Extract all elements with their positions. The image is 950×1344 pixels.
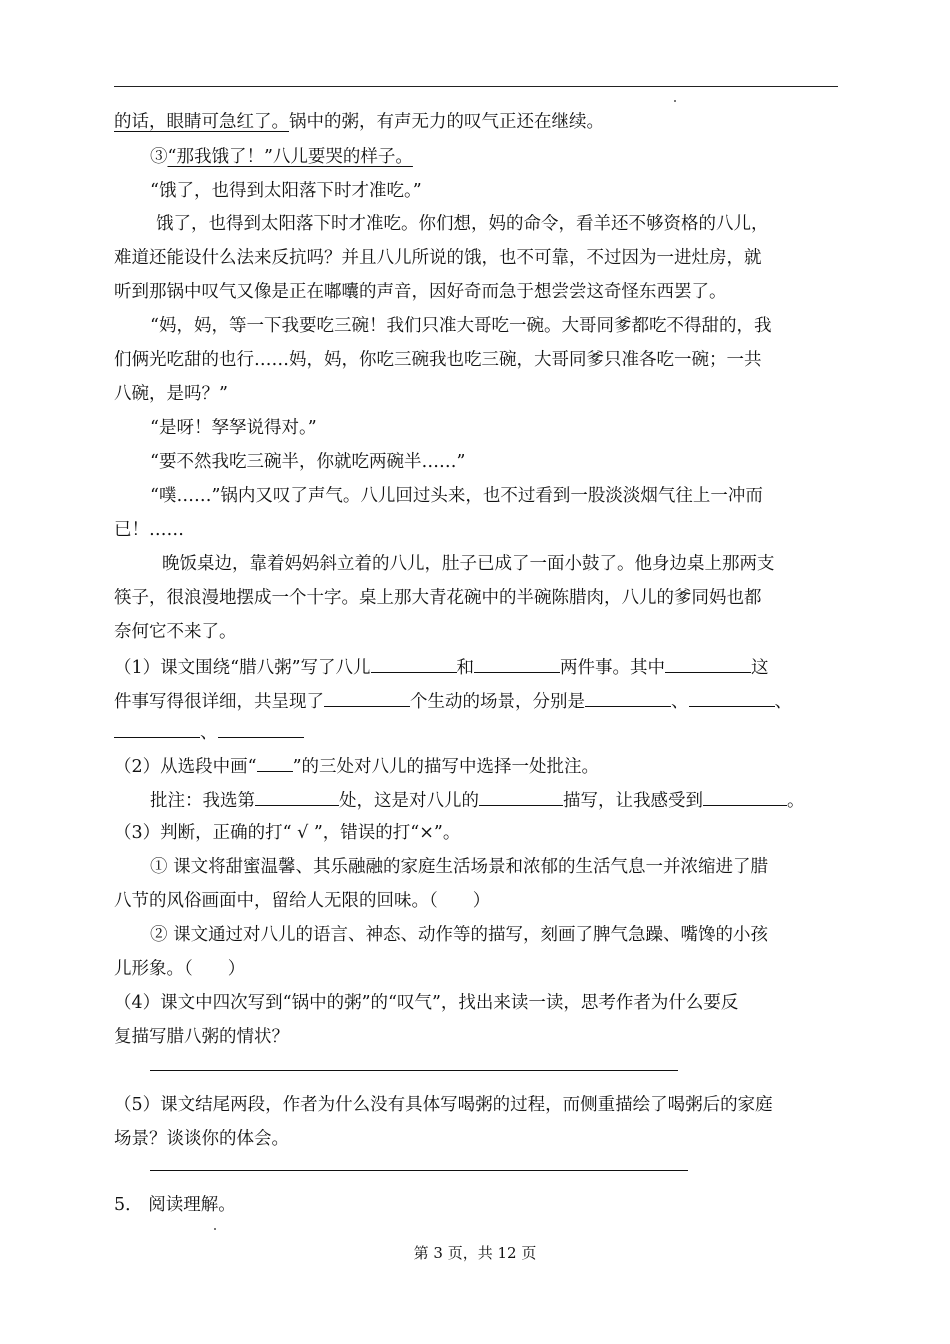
question-2: （2）从选段中画“ ”的三处对八儿的描写中选择一处批注。 — [114, 753, 838, 779]
answer-blank[interactable] — [703, 787, 787, 806]
underline-sample — [257, 753, 293, 772]
passage-line: “要不然我吃三碗半，你就吃两碗半……” — [150, 452, 466, 472]
question-3-item-1-cont: 八节的风俗画面中，留给人无限的回味。（ ） — [114, 891, 491, 911]
passage-line: “妈，妈，等一下我要吃三碗！我们只准大哥吃一碗。大哥同爹都吃不得甜的，我 — [150, 316, 772, 336]
passage-line: “噗……”锅内又叹了声气。八儿回过头来，也不过看到一股淡淡烟气往上一冲而 — [150, 486, 763, 506]
answer-blank[interactable] — [689, 688, 775, 707]
underlined-description-1: 的话，眼睛可急红了。 — [114, 112, 289, 132]
passage-line: 八碗，是吗？” — [114, 384, 228, 404]
scan-dot — [214, 1228, 216, 1230]
passage-line: 奈何它不来了。 — [114, 622, 237, 642]
answer-blank[interactable] — [255, 787, 339, 806]
question-3-item-2: ② 课文通过对八儿的语言、神态、动作等的描写，刻画了脾气急躁、嘴馋的小孩 — [150, 925, 769, 945]
passage-line: “是呀！孥孥说得对。” — [150, 418, 317, 438]
answer-line[interactable] — [150, 1170, 688, 1171]
question-1-cont: 、 — [114, 719, 838, 745]
header-rule — [114, 86, 838, 87]
question-3-item-2-cont: 儿形象。（ ） — [114, 959, 246, 979]
answer-blank[interactable] — [324, 688, 410, 707]
scan-dot — [674, 100, 676, 102]
passage-line: 晚饭桌边，靠着妈妈斜立着的八儿，肚子已成了一面小鼓了。他身边桌上那两支 — [162, 554, 775, 574]
passage-line: 听到那锅中叹气又像是正在嘟囔的声音，因好奇而急于想尝尝这奇怪东西罢了。 — [114, 282, 727, 302]
item-5-heading: 5． 阅读理解。 — [114, 1195, 236, 1215]
question-4-cont: 复描写腊八粥的情状？ — [114, 1027, 289, 1047]
answer-blank[interactable] — [479, 787, 563, 806]
answer-blank[interactable] — [474, 654, 560, 673]
answer-blank[interactable] — [114, 719, 200, 738]
underlined-description-3: “那我饿了！”八儿要哭的样子。 — [167, 147, 413, 167]
answer-blank[interactable] — [585, 688, 671, 707]
answer-line[interactable] — [150, 1070, 678, 1071]
question-1-cont: 件事写得很详细，共呈现了 个生动的场景，分别是 、 、 — [114, 688, 838, 714]
question-1: （1）课文围绕“腊八粥”写了八儿 和 两件事。其中 这 — [114, 654, 838, 680]
question-3: （3）判断，正确的打“ √ ”，错误的打“×”。 — [114, 823, 461, 843]
passage-line: 们俩光吃甜的也行……妈，妈，你吃三碗我也吃三碗，大哥同爹只准各吃一碗；一共 — [114, 350, 762, 370]
question-5-cont: 场景？谈谈你的体会。 — [114, 1129, 289, 1149]
answer-blank[interactable] — [371, 654, 457, 673]
passage-line: 难道还能设什么法来反抗吗？并且八儿所说的饿，也不可靠，不过因为一进灶房，就 — [114, 248, 762, 268]
passage-line: 的话，眼睛可急红了。锅中的粥，有声无力的叹气正还在继续。 — [114, 112, 604, 132]
passage-line: 饿了，也得到太阳落下时才准吃。你们想，妈的命令，看羊还不够资格的八儿， — [156, 214, 769, 234]
passage-line: ③“那我饿了！”八儿要哭的样子。 — [150, 147, 413, 167]
question-2-annotation: 批注：我选第 处，这是对八儿的 描写，让我感受到 。 — [114, 787, 874, 813]
answer-blank[interactable] — [218, 719, 304, 738]
answer-blank[interactable] — [665, 654, 751, 673]
passage-line: “饿了，也得到太阳落下时才准吃。” — [150, 181, 422, 201]
passage-line: 筷子，很浪漫地摆成一个十字。桌上那大青花碗中的半碗陈腊肉，八儿的爹同妈也都 — [114, 588, 762, 608]
question-3-item-1: ① 课文将甜蜜温馨、其乐融融的家庭生活场景和浓郁的生活气息一并浓缩进了腊 — [150, 857, 769, 877]
page-footer: 第 3 页，共 12 页 — [413, 1244, 537, 1262]
passage-line: 已！…… — [114, 520, 184, 540]
question-5: （5）课文结尾两段，作者为什么没有具体写喝粥的过程，而侧重描绘了喝粥后的家庭 — [114, 1095, 773, 1115]
question-4: （4）课文中四次写到“锅中的粥”的“叹气”，找出来读一读，思考作者为什么要反 — [114, 993, 739, 1013]
